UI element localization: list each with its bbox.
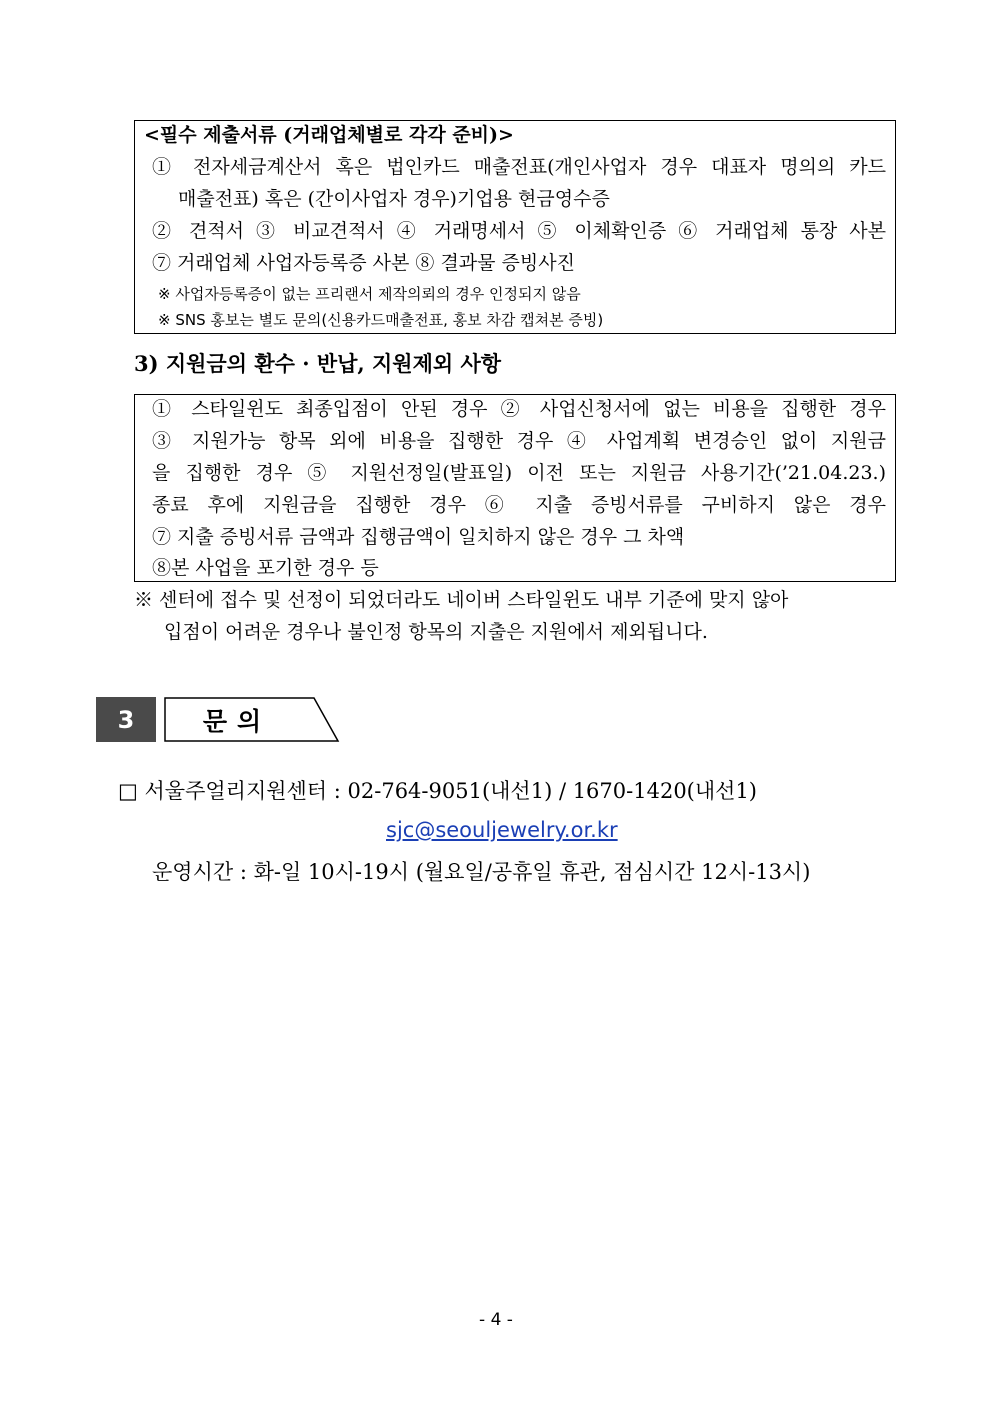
required-docs-line-3: ② 견적서 ③ 비교견적서 ④ 거래명세서 ⑤ 이체확인증 ⑥ 거래업체 통장 사본: [152, 220, 886, 242]
required-docs-note-2: ※ SNS 홍보는 별도 문의(신용카드매출전표, 홍보 차감 캡쳐본 증빙): [158, 311, 604, 329]
contact-email-link[interactable]: sjc@seouljewelry.or.kr: [386, 818, 618, 842]
refund-line-1: ① 스타일윈도 최종입점이 안된 경우 ② 사업신청서에 없는 비용을 집행한 경우: [152, 398, 886, 420]
refund-line-5: ⑦ 지출 증빙서류 금액과 집행금액이 일치하지 않은 경우 그 차액: [152, 526, 685, 548]
refund-line-6: ⑧본 사업을 포기한 경우 등: [152, 557, 379, 579]
required-docs-line-1: ① 전자세금계산서 혹은 법인카드 매출전표(개인사업자 경우 대표자 명의의 카드: [152, 156, 886, 178]
contact-hours: 운영시간 : 화-일 10시-19시 (월요일/공휴일 휴관, 점심시간 12시-13시): [152, 860, 811, 884]
refund-line-2: ③ 지원가능 항목 외에 비용을 집행한 경우 ④ 사업계획 변경승인 없이 지원금: [152, 430, 886, 452]
refund-note-line-1: ※ 센터에 접수 및 선정이 되었더라도 네이버 스타일윈도 내부 기준에 맞지 않아: [134, 589, 789, 611]
refund-box: [134, 394, 896, 582]
refund-line-3: 을 집행한 경우 ⑤ 지원선정일(발표일) 이전 또는 지원금 사용기간(’21.04.23.): [152, 462, 886, 484]
refund-note-line-2: 입점이 어려운 경우나 불인정 항목의 지출은 지원에서 제외됩니다.: [164, 621, 708, 643]
refund-line-4: 종료 후에 지원금을 집행한 경우 ⑥ 지출 증빙서류를 구비하지 않은 경우: [152, 494, 886, 516]
section-title-tab: [164, 697, 340, 742]
required-docs-line-2: 매출전표) 혹은 (간이사업자 경우)기업용 현금영수증: [178, 188, 610, 210]
section-number-badge: 3: [96, 697, 156, 742]
required-docs-title: <필수 제출서류 (거래업체별로 각각 준비)>: [144, 124, 514, 146]
section-title: 문의: [202, 706, 272, 736]
required-docs-line-4: ⑦ 거래업체 사업자등록증 사본 ⑧ 결과물 증빙사진: [152, 252, 575, 274]
required-docs-note-1: ※ 사업자등록증이 없는 프리랜서 제작의뢰의 경우 인정되지 않음: [158, 285, 581, 303]
refund-section-heading: 3) 지원금의 환수 · 반납, 지원제외 사항: [134, 351, 502, 376]
page-number: - 4 -: [479, 1310, 513, 1330]
contact-phone-line: □ 서울주얼리지원센터 : 02-764-9051(내선1) / 1670-1420(내선1): [118, 779, 757, 803]
